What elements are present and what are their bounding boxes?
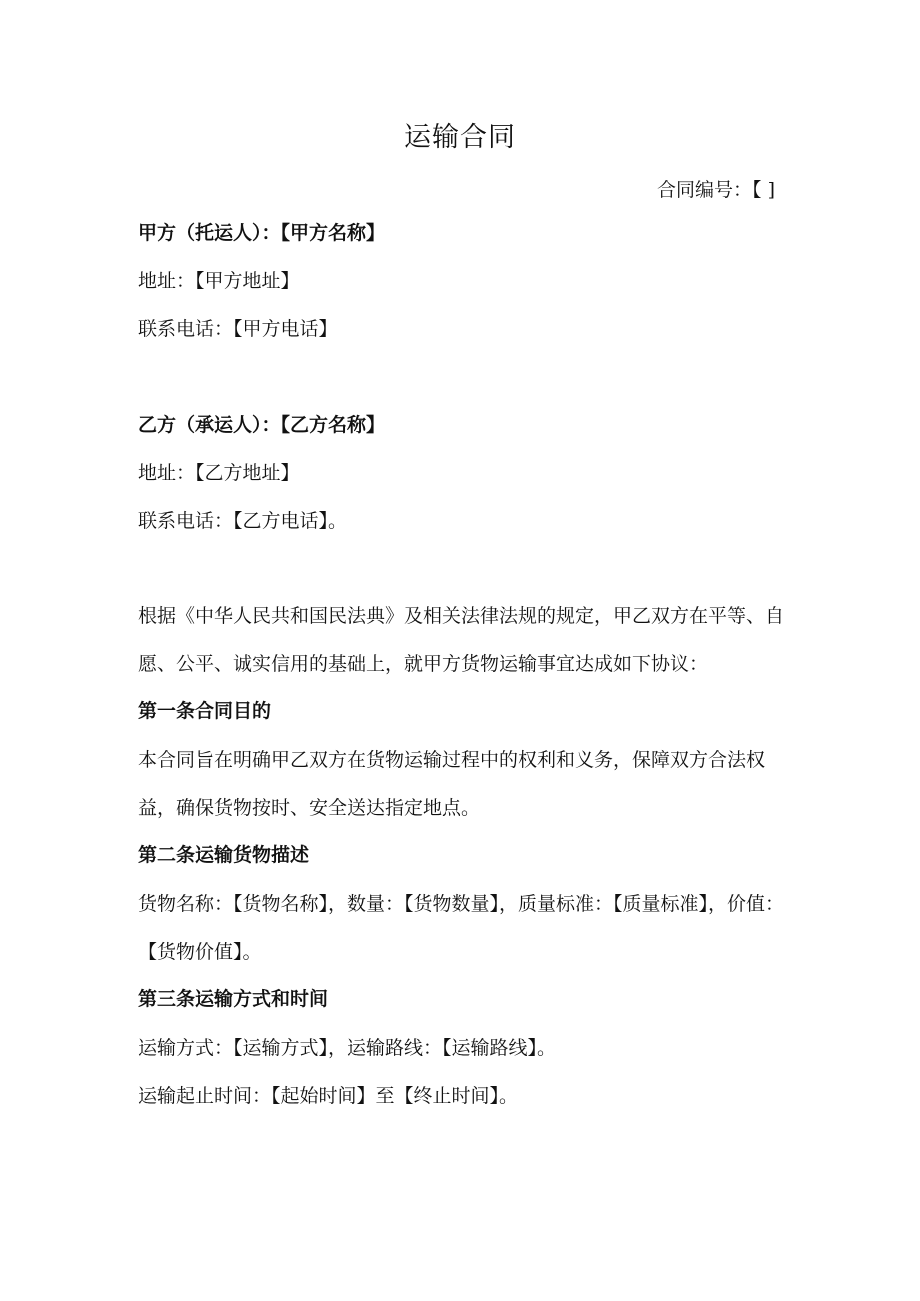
section-spacer: [138, 362, 798, 410]
party-b-heading: 乙方（承运人）：【乙方名称】: [138, 414, 386, 436]
document-title: 运输合同: [404, 122, 516, 153]
party-a-heading: 甲方（托运人）：【甲方名称】: [138, 222, 386, 244]
article-2-paragraph: 货物名称：【货物名称】，数量：【货物数量】，质量标准：【质量标准】，价值：【货物价值】。: [138, 893, 785, 963]
article-3-paragraph-2: 运输起止时间：【起始时间】至【终止时间】。: [138, 1085, 519, 1107]
party-b-phone: 联系电话：【乙方电话】。: [138, 510, 348, 532]
contract-body: [138, 218, 798, 1120]
article-3-heading: 第三条运输方式和时间: [138, 988, 329, 1010]
party-a-address: 地址：【甲方地址】: [138, 270, 300, 292]
party-b-address: 地址：【乙方地址】: [138, 462, 300, 484]
contract-number: 合同编号：【 ]: [657, 179, 775, 201]
article-3-paragraph-1: 运输方式：【运输方式】，运输路线：【运输路线】。: [138, 1037, 557, 1059]
article-1-paragraph: 本合同旨在明确甲乙双方在货物运输过程中的权利和义务，保障双方合法权益，确保货物按时、安全送达指定地点。: [138, 749, 766, 819]
preamble-paragraph: 根据《中华人民共和国民法典》及相关法律法规的规定，甲乙双方在平等、自愿、公平、诚实信用的基础上，就甲方货物运输事宜达成如下协议：: [138, 605, 785, 675]
article-2-heading: 第二条运输货物描述: [138, 844, 310, 866]
section-spacer: [138, 554, 798, 592]
article-1-heading: 第一条合同目的: [138, 700, 272, 722]
party-a-phone: 联系电话：【甲方电话】: [138, 318, 338, 340]
